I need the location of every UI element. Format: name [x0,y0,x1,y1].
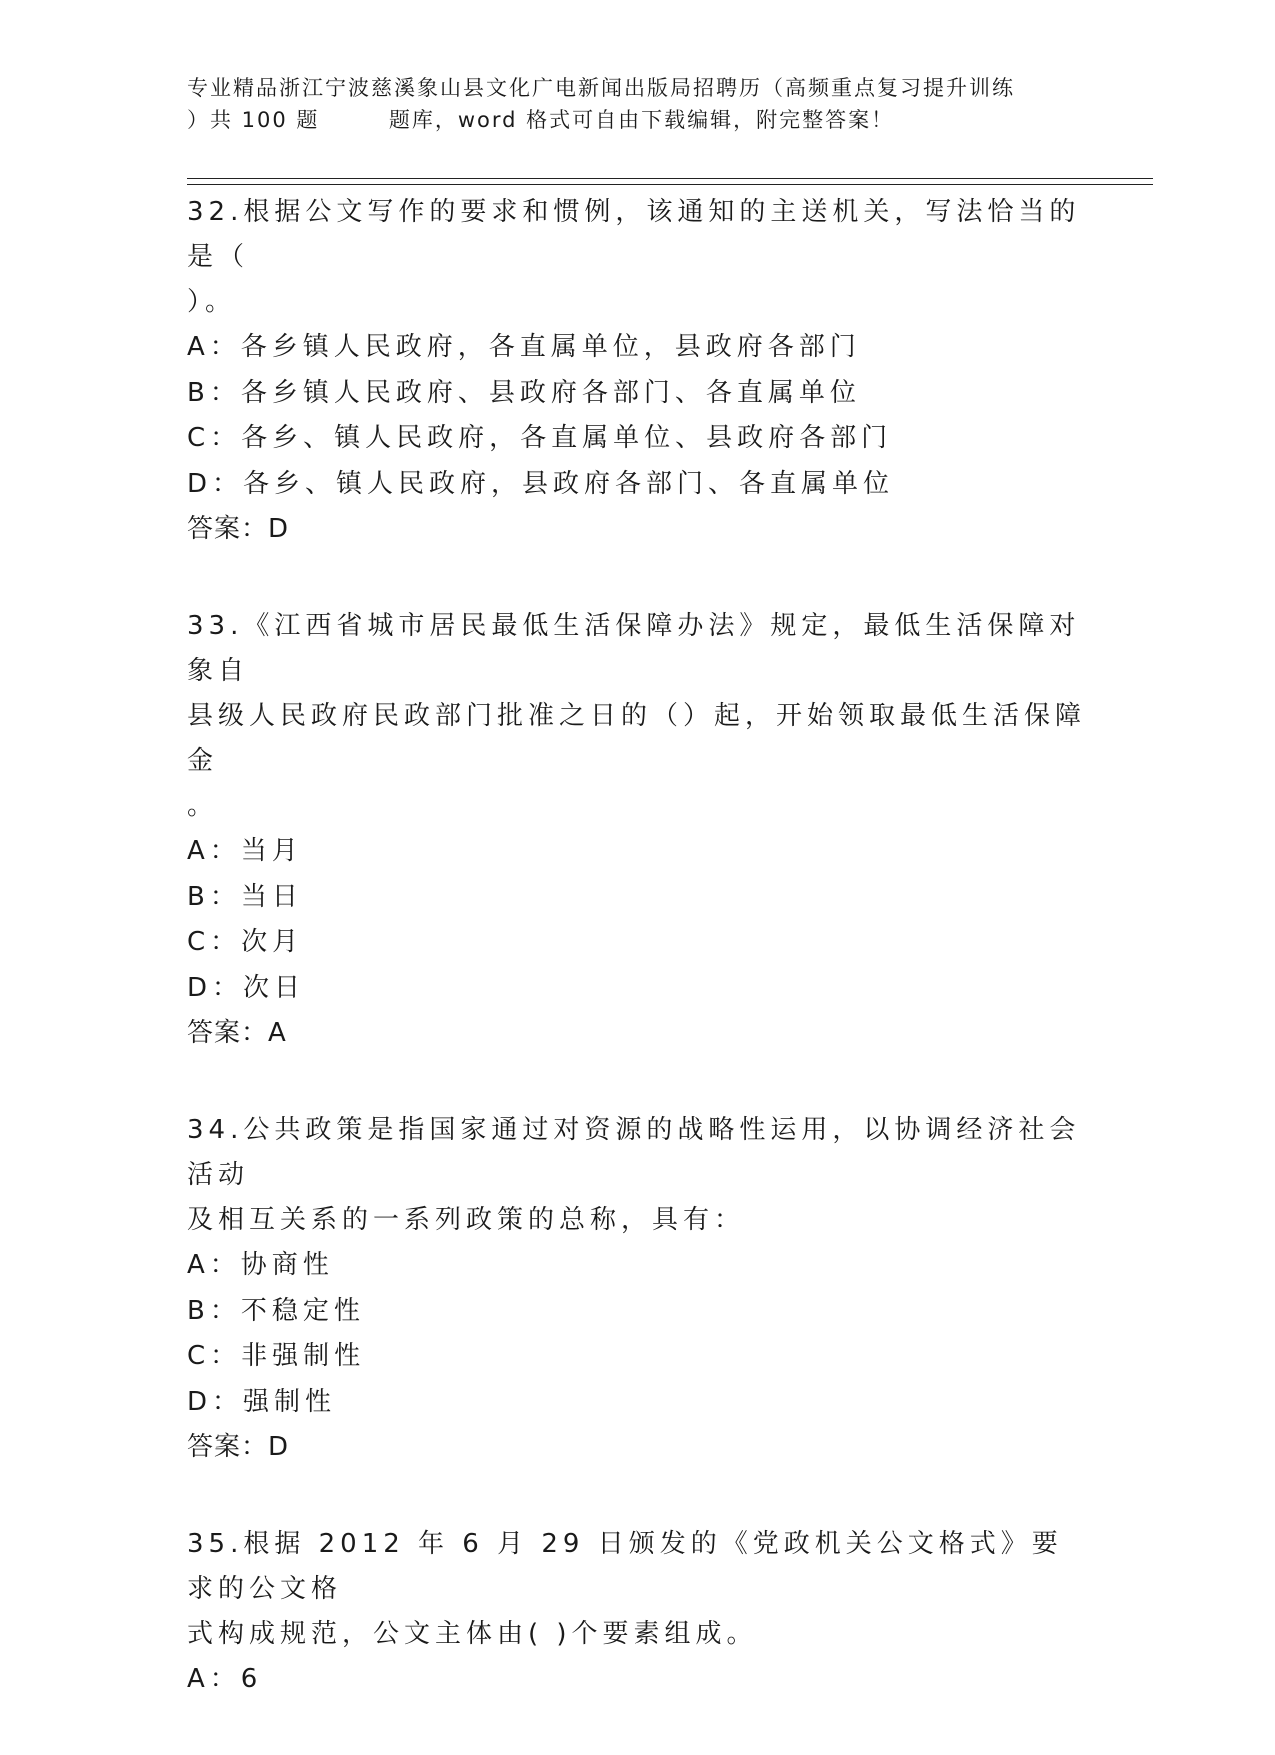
option-b: B：不稳定性 [187,1295,365,1326]
header-rule-bottom [187,184,1153,185]
option-a: A：当月 [187,836,303,866]
question-34 [187,1108,1087,1470]
option-c: C：各乡、镇人民政府，各直属单位、县政府各部门 [187,423,893,453]
header-line-1: 专业精品浙江宁波慈溪象山县文化广电新闻出版局招聘历（高频重点复习提升训练 [187,76,1015,100]
question-35 [187,1522,1087,1703]
document-header [187,72,1087,136]
question-32 [187,190,1087,552]
stem-line: ）。 [187,287,237,317]
option-a: A：协商性 [187,1250,334,1280]
question-list [187,190,1087,1755]
answer: 答案：D [187,514,290,544]
stem-line: 32.根据公文写作的要求和惯例，该通知的主送机关，写法恰当的是（ [187,197,1081,272]
stem-line: 式构成规范，公文主体由( )个要素组成。 [187,1619,758,1649]
question-stem [187,1108,1087,1243]
stem-line: 34.公共政策是指国家通过对资源的战略性运用，以协调经济社会活动 [187,1115,1081,1190]
header-line-2: ）共 100 题 题库，word 格式可自由下载编辑，附完整答案！ [187,108,895,132]
answer: 答案：D [187,1432,290,1462]
question-33 [187,604,1087,1056]
stem-line: 35.根据 2012 年 6 月 29 日颁发的《党政机关公文格式》要求的公文格 [187,1529,1063,1604]
option-a: A：各乡镇人民政府，各直属单位，县政府各部门 [187,332,861,362]
option-d: D：各乡、镇人民政府，县政府各部门、各直属单位 [187,468,895,499]
option-b: B：当日 [187,881,303,912]
stem-line: 33.《江西省城市居民最低生活保障办法》规定，最低生活保障对象自 [187,611,1081,686]
answer: 答案：A [187,1018,287,1048]
question-stem [187,604,1087,829]
stem-line: 。 [187,791,219,821]
option-c: C：次月 [187,927,304,957]
option-d: D：次日 [187,972,306,1003]
stem-line: 及相互关系的一系列政策的总称，具有： [187,1205,746,1235]
option-a: A：6 [187,1664,263,1694]
option-d: D：强制性 [187,1386,337,1417]
question-stem [187,190,1087,325]
header-rule-top [187,178,1153,179]
option-b: B：各乡镇人民政府、县政府各部门、各直属单位 [187,377,861,408]
option-c: C：非强制性 [187,1341,366,1371]
stem-line: 县级人民政府民政部门批准之日的（）起，开始领取最低生活保障金 [187,701,1087,776]
question-stem [187,1522,1087,1657]
